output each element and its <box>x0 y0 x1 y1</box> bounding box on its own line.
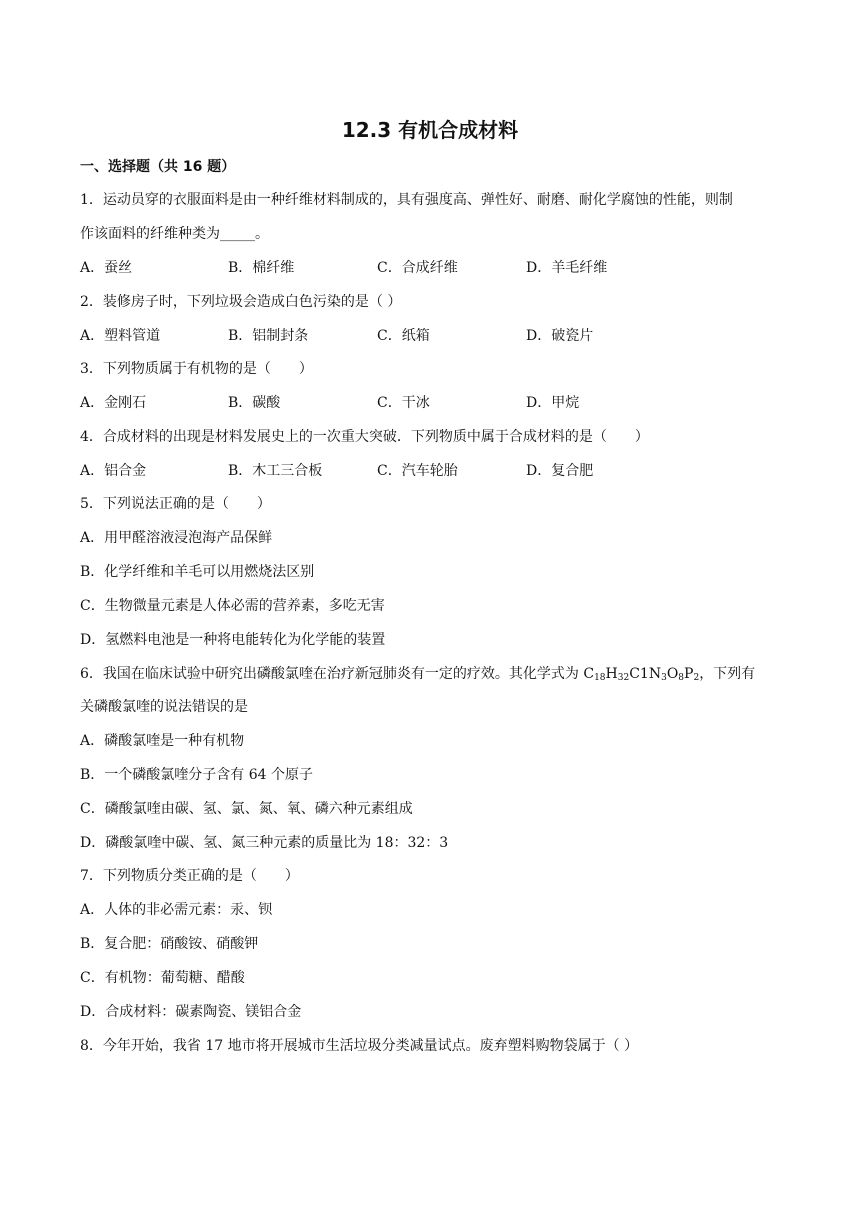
question-5-option-a: A．用甲醛溶液浸泡海产品保鲜 <box>80 530 273 546</box>
question-1-stem-line-1: 1．运动员穿的衣服面料是由一种纤维材料制成的，具有强度高、弹性好、耐磨、耐化学腐蚀的性能，则制 <box>80 192 733 208</box>
question-5-option-d: D．氢燃料电池是一种将电能转化为化学能的装置 <box>80 632 386 648</box>
question-2-stem: 2．装修房子时，下列垃圾会造成白色污染的是（ ） <box>80 294 402 310</box>
question-7-stem: 7．下列物质分类正确的是（ ） <box>80 868 299 884</box>
question-1-option-b: B．棉纤维 <box>228 260 295 276</box>
question-4-option-b: B．木工三合板 <box>228 463 323 479</box>
question-7-option-b: B．复合肥：硝酸铵、硝酸钾 <box>80 936 259 952</box>
question-5-option-b: B．化学纤维和羊毛可以用燃烧法区别 <box>80 564 315 580</box>
question-4-option-a: A．铝合金 <box>80 463 147 479</box>
question-6-option-c: C．磷酸氯喹由碳、氢、氯、氮、氧、磷六种元素组成 <box>80 801 413 817</box>
question-5-option-c: C．生物微量元素是人体必需的营养素，多吃无害 <box>80 598 385 614</box>
question-3-option-b: B．碳酸 <box>228 395 281 411</box>
question-3-option-a: A．金刚石 <box>80 395 147 411</box>
question-7-option-c: C．有机物：葡萄糖、醋酸 <box>80 970 245 986</box>
question-1-stem-line-2: 作该面料的纤维种类为_____。 <box>80 226 269 242</box>
question-8-stem: 8．今年开始，我省 17 地市将开展城市生活垃圾分类减量试点。废弃塑料购物袋属于（ ） <box>80 1038 639 1054</box>
question-4-stem: 4．合成材料的出现是材料发展史上的一次重大突破．下列物质中属于合成材料的是（ ） <box>80 429 649 445</box>
question-2-option-b: B．铝制封条 <box>228 328 309 344</box>
question-2-option-c: C．纸箱 <box>377 328 430 344</box>
question-6-option-b: B．一个磷酸氯喹分子含有 64 个原子 <box>80 767 314 783</box>
question-1-option-a: A．蚕丝 <box>80 260 133 276</box>
question-6-stem-line-1: 6．我国在临床试验中研究出磷酸氯喹在治疗新冠肺炎有一定的疗效。其化学式为 $C_{18}H_{32}C1N_3O_8P_2$，下列有 <box>80 666 756 683</box>
question-3-option-d: D．甲烷 <box>526 395 580 411</box>
question-4-option-d: D．复合肥 <box>526 463 594 479</box>
question-3-option-c: C．干冰 <box>377 395 430 411</box>
question-4-option-c: C．汽车轮胎 <box>377 463 458 479</box>
section-heading: 一、选择题（共 16 题） <box>80 159 236 175</box>
question-1-option-d: D．羊毛纤维 <box>526 260 608 276</box>
question-2-option-d: D．破瓷片 <box>526 328 594 344</box>
page-title: 12.3 有机合成材料 <box>341 118 519 142</box>
question-3-stem: 3．下列物质属于有机物的是（ ） <box>80 361 313 377</box>
question-7-option-d: D．合成材料：碳素陶瓷、镁铝合金 <box>80 1004 302 1020</box>
question-6-option-a: A．磷酸氯喹是一种有机物 <box>80 733 245 749</box>
question-7-option-a: A．人体的非必需元素：汞、钡 <box>80 902 273 918</box>
question-6-option-d: D．磷酸氯喹中碳、氢、氮三种元素的质量比为 18：32：3 <box>80 835 449 851</box>
question-5-stem: 5．下列说法正确的是（ ） <box>80 496 271 512</box>
question-1-option-c: C．合成纤维 <box>377 260 458 276</box>
question-6-stem-line-2: 关磷酸氯喹的说法错误的是 <box>80 699 248 715</box>
question-2-option-a: A．塑料管道 <box>80 328 161 344</box>
